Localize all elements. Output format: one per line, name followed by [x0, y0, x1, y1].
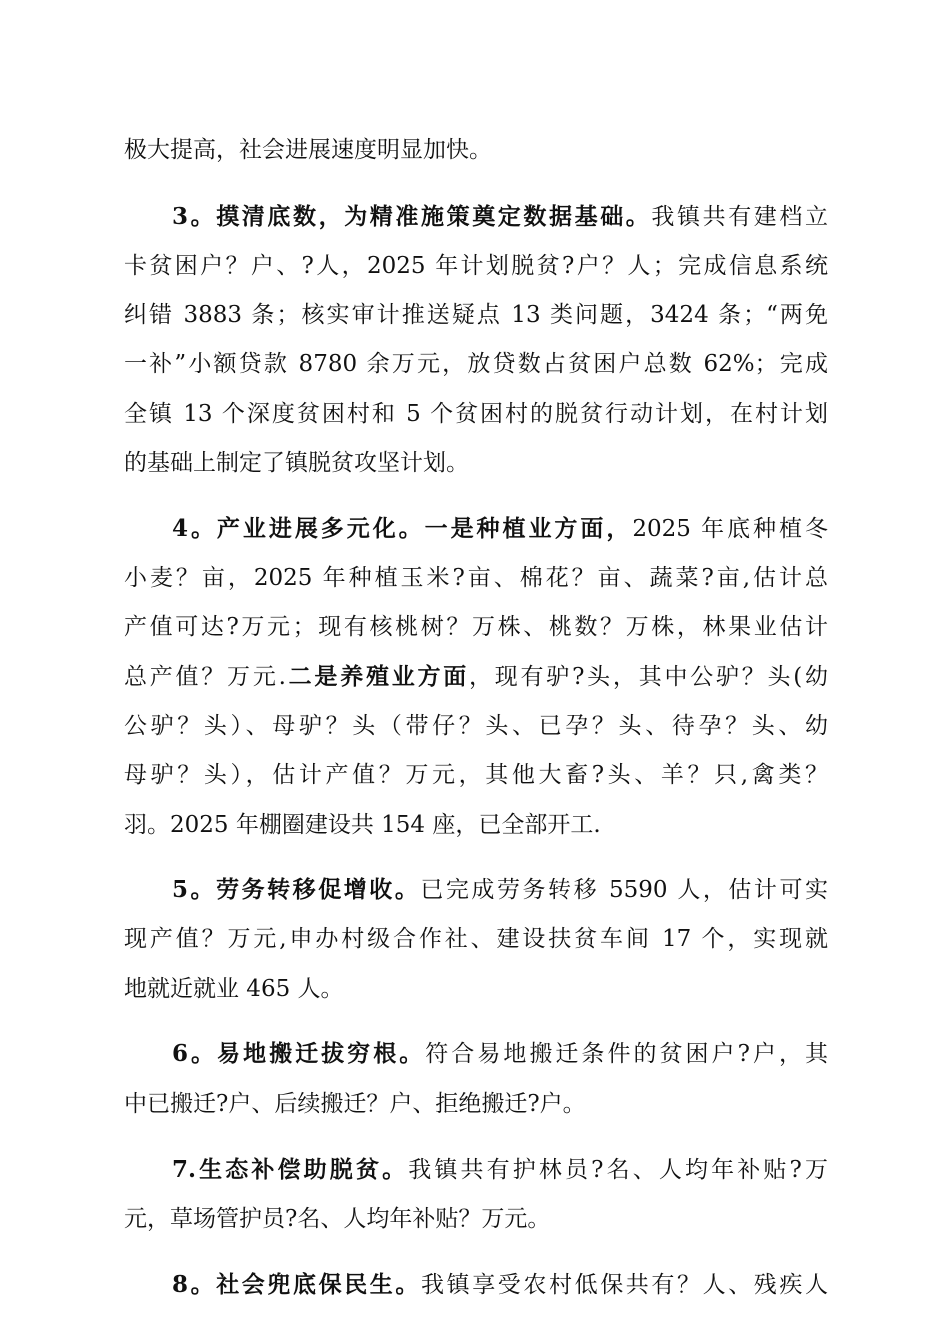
text-line	[124, 344, 828, 384]
text-line	[124, 805, 828, 845]
text-line	[124, 130, 828, 170]
body-text: 公驴？头）、母驴？头（带仔？头、已孕？头、待孕？头、幼	[124, 713, 828, 739]
text-line	[124, 1084, 828, 1124]
bold-heading-text: 8。社会兜底保民生。	[172, 1271, 421, 1298]
text-line	[124, 558, 828, 598]
text-line	[124, 706, 828, 746]
text-line	[172, 1150, 828, 1190]
text-line	[124, 246, 828, 286]
body-text: 纠错 3883 条；核实审计推送疑点 13 类问题，3424 条；“两免	[124, 302, 828, 328]
text-line	[124, 657, 828, 697]
body-text: 总产值？万元.	[124, 664, 286, 690]
bold-heading-text: 4。产业进展多元化。一是种植业方面，	[172, 515, 633, 542]
body-text: 我镇共有护林员?名、人均年补贴?万	[408, 1157, 828, 1183]
text-line	[172, 1265, 828, 1305]
body-text: 一补”小额贷款 8780 余万元，放贷数占贫困户总数 62%；完成	[124, 351, 828, 377]
bold-heading-text: 3。摸清底数，为精准施策奠定数据基础。	[172, 203, 652, 230]
body-text: 现产值？万元,申办村级合作社、建设扶贫车间 17 个，实现就	[124, 926, 828, 952]
body-text: 全镇 13 个深度贫困村和 5 个贫困村的脱贫行动计划，在村计划	[124, 401, 828, 427]
body-text: 地就近就业 465 人。	[124, 976, 344, 1002]
body-text: 的基础上制定了镇脱贫攻坚计划。	[124, 450, 469, 476]
text-line	[124, 1199, 828, 1239]
bold-heading-text: 二是养殖业方面	[285, 663, 470, 690]
body-text: 2025 年底种植冬	[632, 516, 828, 542]
text-line	[124, 394, 828, 434]
body-text: ，现有驴?头，其中公驴？头(幼	[469, 664, 828, 690]
text-line	[124, 607, 828, 647]
body-text: 中已搬迁?户、后续搬迁？户、拒绝搬迁?户。	[124, 1091, 586, 1117]
text-line	[172, 509, 828, 549]
bold-heading-text: 7.生态补偿助脱贫。	[172, 1156, 409, 1183]
text-line	[124, 755, 828, 795]
body-text: 我镇享受农村低保共有？人、残疾人	[421, 1272, 828, 1298]
body-text: 符合易地搬迁条件的贫困户?户，其	[425, 1041, 828, 1067]
text-line	[172, 197, 828, 237]
text-line	[124, 443, 828, 483]
bold-heading-text: 5。劳务转移促增收。	[172, 876, 421, 903]
body-text: 羽。2025 年棚圈建设共 154 座，已全部开工.	[124, 812, 601, 838]
text-line	[124, 295, 828, 335]
text-line	[124, 969, 828, 1009]
body-text: 小麦？亩，2025 年种植玉米?亩、棉花？亩、蔬菜?亩,估计总	[124, 565, 828, 591]
body-text: 母驴？头），估计产值？万元，其他大畜?头、羊？只,禽类？	[124, 762, 828, 788]
body-text: 极大提高，社会进展速度明显加快。	[124, 137, 492, 163]
body-text: 卡贫困户？户、?人，2025 年计划脱贫?户？人；完成信息系统	[124, 253, 828, 279]
body-text: 已完成劳务转移 5590 人，估计可实	[420, 877, 828, 903]
text-line	[172, 1034, 828, 1074]
body-text: 元，草场管护员?名、人均年补贴？万元。	[124, 1206, 551, 1232]
bold-heading-text: 6。易地搬迁拔穷根。	[172, 1040, 426, 1067]
text-line	[124, 919, 828, 959]
body-text: 我镇共有建档立	[651, 204, 828, 230]
body-text: 产值可达?万元；现有核桃树？万株、桃数？万株，林果业估计	[124, 614, 828, 640]
text-line	[172, 870, 828, 910]
